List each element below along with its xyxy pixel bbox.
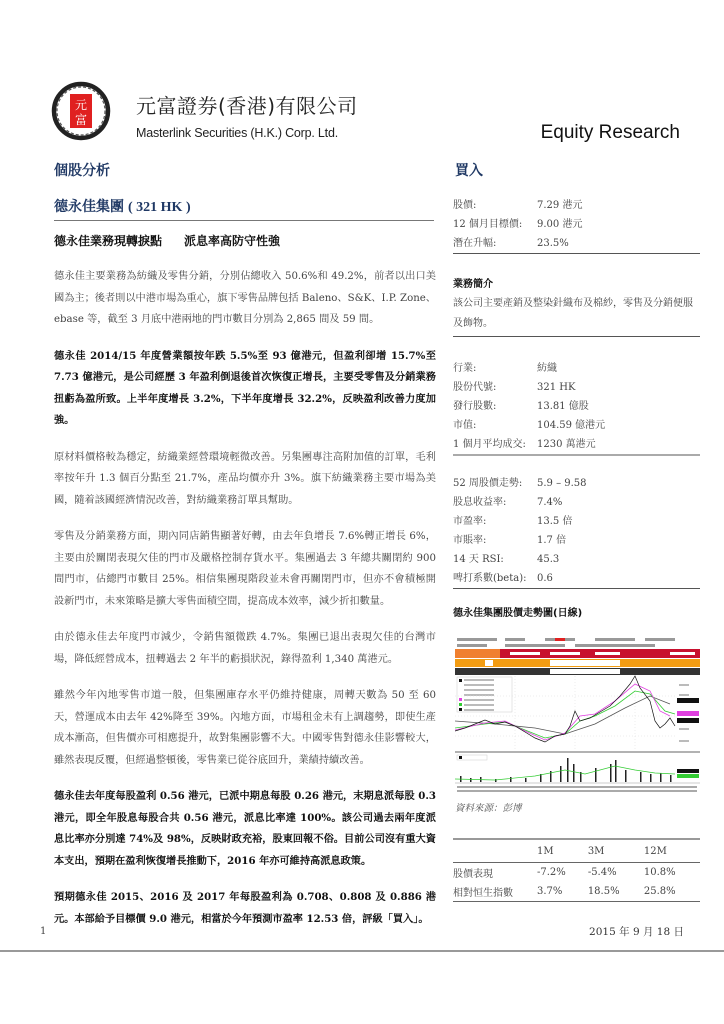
report-type: Equity Research (540, 122, 680, 143)
table-row: 12 個月目標價: 9.00 港元 (453, 219, 583, 230)
company-logo-icon (50, 80, 112, 142)
chart-source: 資料來源：彭博 (455, 803, 522, 814)
table-row: 股息收益率: 7.4% (453, 497, 563, 508)
table-row: 市值: 104.59 億港元 (453, 420, 606, 431)
company-name-english: Masterlink Securities (H.K.) Corp. Ltd. (136, 126, 338, 140)
main-body (54, 232, 436, 945)
table-row: 1 個月平均成交: 1230 萬港元 (453, 439, 596, 450)
stock-name: 德永佳集團 (54, 199, 124, 215)
page-number: 1 (40, 926, 47, 937)
section-label: 個股分析 (54, 163, 110, 179)
table-row: 相對恒生指數 3.7% 18.5% 25.8% (453, 882, 700, 902)
company-name-chinese: 元富證券(香港)有限公司 (136, 94, 358, 118)
performance-table (453, 838, 700, 902)
paragraph-textile: 原材料價格較為穩定，紡織業經營環境輕微改善。另集團專注高附加值的訂單，毛利率按年升 1.3 個百分點至 21.7%，產品均價亦升 3%。旗下紡織業務主要市場為美國，隨着該國經濟情況改善，對紡織業務訂單具幫助。 (54, 451, 436, 506)
table-header-row: 1M 3M 12M (453, 839, 700, 863)
paragraph-inventory: 雖然今年內地零售市道一般，但集團庫存水平仍維持健康，周轉天數為 50 至 60 天，營運成本由去年 42%降至 39%。內地方面，市場租金未有上調趨勢，即使生產成本漸高，但售價亦可相應提升，故對集團影響不大。中國零售對德永佳影響較大，雖然表現反覆，但經過整頓後，零售業已從谷底回升，業績持續改善。 (54, 690, 436, 766)
table-row: 股份代號: 321 HK (453, 382, 576, 393)
table-row: 14 天 RSI: 45.3 (453, 554, 560, 565)
paragraph-sales: 由於德永佳去年度門市減少，令銷售額微跌 4.7%。集團已退出表現欠佳的台灣市場，降低經營成本，扭轉過去 2 年半的虧損狀況，錄得盈利 1,340 萬港元。 (54, 632, 436, 665)
business-text: 該公司主要產銷及整染針織布及棉紗，零售及分銷便服及飾物。 (453, 298, 693, 329)
stock-price-chart (455, 636, 700, 794)
paragraph-target-price: 預期德永佳 2015、2016 及 2017 年每股盈利為 0.708、0.808 及 0.886 港元。本部給予目標價 9.0 港元，相當於今年預測市盈率 12.53 倍，評級「買入」。 (54, 891, 436, 925)
paragraph-retail: 零售及分銷業務方面，期內同店銷售顯著好轉，由去年負增長 7.6%轉正增長 6%，主要由於關閉表現欠佳的門市及嚴格控制存貨水平。集團過去 3 年總共關閉約 900 間門市，佔總門市數目 25%。相信集團現階段並未會再關閉門市，但亦不會積極開設新門市，未來策略是擴大零售面積空間，提高成本效率，減少折扣數量。 (54, 531, 436, 607)
table-row: 發行股數: 13.81 億股 (453, 401, 589, 412)
table-row: 行業: 紡織 (453, 363, 557, 374)
paragraph-business-overview: 德永佳主要業務為紡織及零售分銷，分別佔總收入 50.6%和 49.2%，前者以出口美國為主；後者則以中港市場為重心，旗下零售品牌包括 Baleno、S&K、I.P. Zone、ebase 等，截至 3 月底中港兩地的門市數目分別為 2,865 間及 59 間。 (54, 271, 436, 325)
table-row: 52 周股價走勢: 5.9 – 9.58 (453, 478, 587, 489)
report-headline: 德永佳業務現轉捩點 派息率高防守性強 (54, 234, 281, 248)
rating-label: 買入 (455, 163, 483, 179)
table-row: 啤打系數(beta): 0.6 (453, 573, 553, 584)
svg-text:元: 元 (74, 98, 88, 112)
sidebar (453, 196, 700, 623)
business-title: 業務簡介 (453, 279, 493, 290)
report-date: 2015 年 9 月 18 日 (589, 926, 684, 938)
svg-text:富: 富 (74, 113, 88, 127)
table-row: 市盈率: 13.5 倍 (453, 516, 573, 527)
table-row: 股價: 7.29 港元 (453, 200, 583, 211)
stock-title (54, 196, 434, 221)
table-row: 市賬率: 1.7 倍 (453, 535, 567, 546)
paragraph-dividend: 德永佳去年度每股盈利 0.56 港元，已派中期息每股 0.26 港元，末期息派每股 0.3 港元，即全年股息每股合共 0.56 港元，派息比率達 100%。該公司過去兩年度派息比率亦分別達 74%及 98%，反映財政充裕，股東回報不俗。目前公司沒有重大資本支出，預期在盈利恢復增長推動下，2016 年亦可維持高派息政策。 (54, 790, 436, 867)
paragraph-results: 德永佳 2014/15 年度營業額按年跌 5.5%至 93 億港元，但盈利卻增 15.7%至 7.73 億港元，是公司經歷 3 年盈利倒退後首次恢復正增長，主要受零售及分銷業務扭虧為盈所致。上半年度增長 3.2%，下半年度增長 32.2%，反映盈利改善力度加強。 (54, 349, 436, 426)
table-row: 股價表現 -7.2% -5.4% 10.8% (453, 867, 676, 880)
stock-code: ( 321 HK ) (128, 200, 191, 215)
price-summary-table (453, 196, 700, 254)
metrics-table (453, 474, 700, 589)
stock-info-table (453, 359, 700, 456)
chart-title: 德永佳集團股價走勢圖(日線) (453, 608, 583, 619)
footer-divider (0, 950, 724, 952)
table-row: 潛在升幅: 23.5% (453, 238, 569, 249)
business-overview-box (453, 276, 700, 337)
